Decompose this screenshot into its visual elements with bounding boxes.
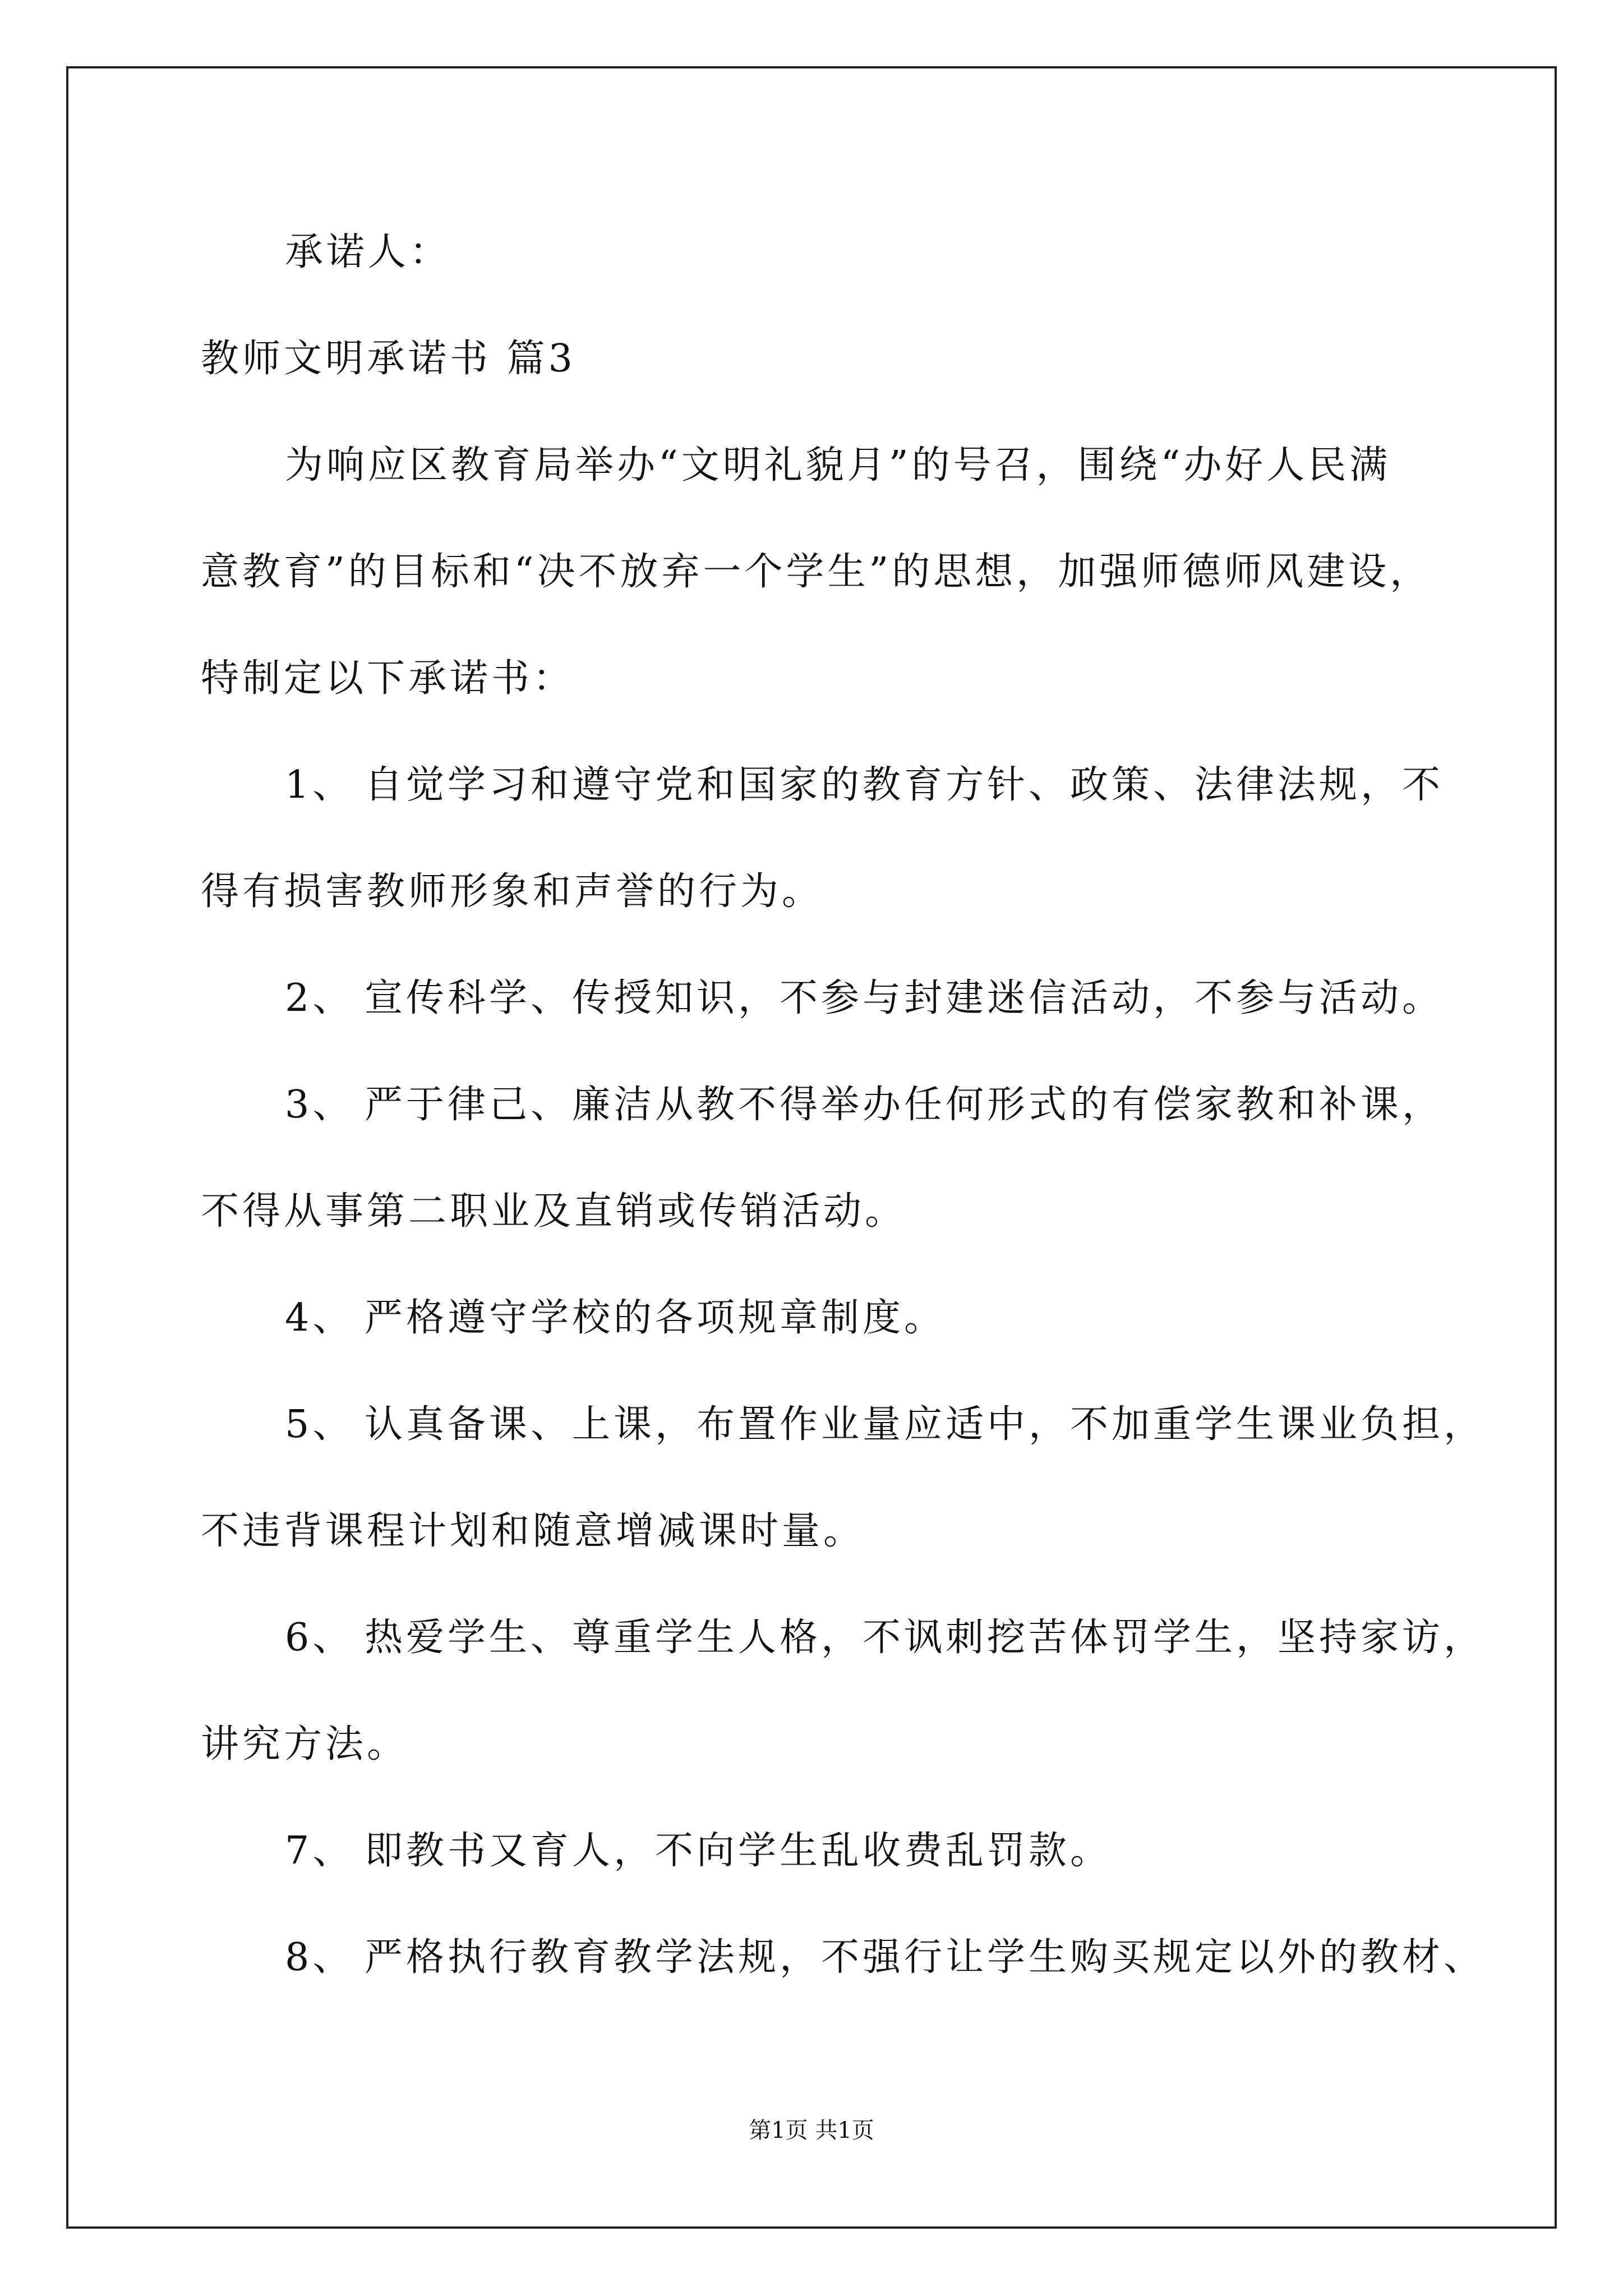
page-frame (66, 66, 1557, 2229)
item-number: 8、 (285, 1935, 354, 1980)
list-item-4 (285, 1296, 946, 1341)
item-number: 2、 (285, 976, 354, 1020)
list-item-2 (285, 976, 1444, 1021)
list-item-5-continued: 不违背课程计划和随意增减课时量。 (201, 1509, 865, 1553)
list-item-7 (285, 1829, 1112, 1874)
intro-line-3: 特制定以下承诺书： (201, 656, 575, 701)
item-number: 4、 (285, 1296, 354, 1340)
item-text: 认真备课、上课，布置作业量应适中，不加重学生课业负担， (365, 1402, 1486, 1447)
intro-line-1: 为响应区教育局举办“文明礼貌月”的号召，围绕“办好人民满 (285, 443, 1391, 487)
item-number: 5、 (285, 1402, 354, 1447)
page-footer: 第1页 共1页 (749, 2118, 874, 2143)
intro-line-2: 意教育”的目标和“决不放弃一个学生”的思想，加强师德师风建设， (201, 550, 1432, 594)
section-heading: 教师文明承诺书 篇3 (201, 337, 576, 381)
list-item-6-continued: 讲究方法。 (201, 1722, 409, 1766)
signatory-label: 承诺人： (285, 230, 451, 274)
item-text: 严格遵守学校的各项规章制度。 (365, 1296, 946, 1340)
item-text: 严格执行教育教学法规，不强行让学生购买规定以外的教材、 (365, 1935, 1486, 1980)
item-text: 自觉学习和遵守党和国家的教育方针、政策、法律法规，不 (365, 763, 1444, 807)
item-text: 即教书又育人，不向学生乱收费乱罚款。 (365, 1829, 1112, 1873)
list-item-8 (285, 1935, 1485, 1980)
item-text: 热爱学生、尊重学生人格，不讽刺挖苦体罚学生，坚持家访， (365, 1616, 1486, 1660)
list-item-1-continued: 得有损害教师形象和声誉的行为。 (201, 869, 824, 914)
list-item-3 (285, 1083, 1444, 1128)
item-number: 6、 (285, 1616, 354, 1660)
item-number: 7、 (285, 1829, 354, 1873)
item-number: 1、 (285, 763, 354, 807)
list-item-1 (285, 763, 1444, 808)
list-item-6 (285, 1616, 1485, 1660)
list-item-5 (285, 1402, 1485, 1447)
item-text: 宣传科学、传授知识，不参与封建迷信活动，不参与活动。 (365, 976, 1444, 1020)
item-number: 3、 (285, 1083, 354, 1127)
item-text: 严于律己、廉洁从教不得举办任何形式的有偿家教和补课， (365, 1083, 1444, 1127)
list-item-3-continued: 不得从事第二职业及直销或传销活动。 (201, 1189, 907, 1234)
